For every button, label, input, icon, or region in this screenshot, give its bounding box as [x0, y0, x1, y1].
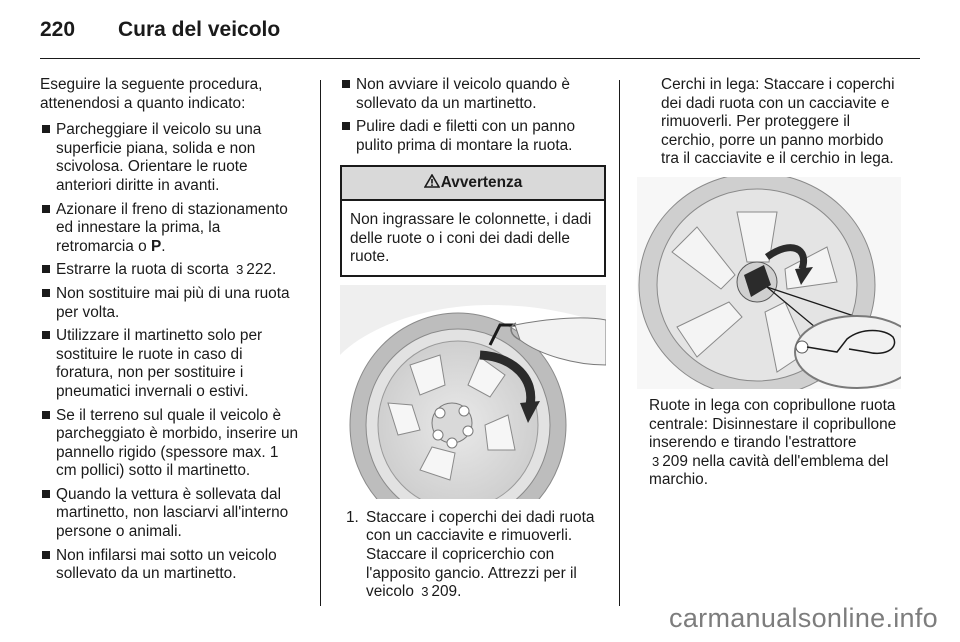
page-ref-arrow-icon: 3 [236, 262, 244, 278]
list-item: Non infilarsi mai sotto un veicolo sollevato da un martinetto. [40, 547, 302, 584]
bullet-icon [42, 331, 50, 339]
list-item: Non avviare il veicolo quando è sollevato da un martinetto. [340, 76, 606, 113]
alloy-intro [637, 76, 901, 169]
hubcap-removal-illustration [340, 285, 606, 499]
intro-paragraph: Eseguire la seguente procedura, attenendosi a quanto indicato: [40, 76, 263, 112]
list-item: Pulire dadi e filetti con un panno pulito prima di montare la ruota. [340, 118, 606, 155]
list-item: Se il terreno sul quale il veicolo è parcheggiato è morbido, inserire un pannello rigido (spessore max. 1 cm pollici) sotto il martinetto. [40, 407, 302, 481]
column-middle [340, 76, 606, 602]
bullet-icon [42, 411, 50, 419]
bullet-icon [342, 80, 350, 88]
bullet-icon [42, 551, 50, 559]
list-item: Quando la vettura è sollevata dal martinetto, non lasciarvi all'interno persone o animali. [40, 486, 302, 542]
watermark: carmanualsonline.info [669, 603, 938, 633]
page-ref-arrow-icon: 3 [652, 453, 660, 469]
bullet-icon [342, 122, 350, 130]
warning-box [340, 165, 606, 276]
page-ref-arrow-icon: 3 [421, 584, 429, 600]
column-divider-left [320, 80, 321, 606]
alloy-intro-paragraph: Cerchi in lega: Staccare i coperchi dei dadi ruota con un cacciavite e rimuoverli. Per proteggere il cerchio, porre un panno morbido tra il cacciavite e il cerchio in lega. [661, 76, 895, 168]
precaution-list [340, 76, 606, 155]
bullet-icon [42, 125, 50, 133]
bullet-icon [42, 265, 50, 273]
warning-triangle-icon [424, 174, 440, 188]
list-item: Non sostituire mai più di una ruota per volta. [40, 285, 302, 322]
list-item: Utilizzare il martinetto solo per sostituire le ruote in caso di foratura, non per sostituire i pneumatici invernali o estivi. [40, 327, 302, 401]
step-list [340, 509, 606, 602]
list-item: Parcheggiare il veicolo su una superficie piana, solida e non scivolosa. Orientare le ruote anteriori diritte in avanti. [40, 121, 302, 195]
page-number: 220 [40, 18, 76, 41]
page-ref-209[interactable]: 209 [662, 452, 688, 470]
gear-p-label: P [150, 237, 162, 255]
step-number: 1. [346, 508, 359, 526]
page-ref-209[interactable]: 209 [431, 583, 458, 601]
procedure-list [40, 121, 302, 584]
step-item: 1. Staccare i coperchi dei dadi ruota con un cacciavite e rimuoverli. Staccare il copricerchio con l'apposito gancio. Attrezzi per il veicolo 3 209. [346, 508, 595, 601]
list-item: Estrarre la ruota di scorta 3 222. [40, 261, 302, 280]
page-ref-222[interactable]: 222 [246, 261, 272, 279]
bullet-icon [42, 289, 50, 297]
bullet-icon [42, 205, 50, 213]
warning-title: Avvertenza [440, 174, 523, 192]
column-right [637, 76, 901, 498]
bullet-icon [42, 490, 50, 498]
warning-text: Non ingrassare le colonnette, i dadi delle ruote o i coni dei dadi delle ruote. [350, 210, 592, 266]
header-rule [40, 58, 920, 59]
column-left [40, 76, 302, 589]
column-divider-right [619, 80, 620, 606]
page-header [40, 14, 920, 54]
alloy-wheel-illustration [637, 177, 901, 389]
alloy-caption: Ruote in lega con copribullone ruota centrale: Disinnestare il copribullone inserendo e tirando l'estrattore 3 209 nella cavità dell'emblema del marchio. [649, 396, 897, 489]
page-title: Cura del veicolo [118, 18, 281, 41]
list-item: Azionare il freno di stazionamento ed innestare la prima, la retromarcia o P. [40, 201, 302, 257]
warning-heading [342, 167, 604, 201]
